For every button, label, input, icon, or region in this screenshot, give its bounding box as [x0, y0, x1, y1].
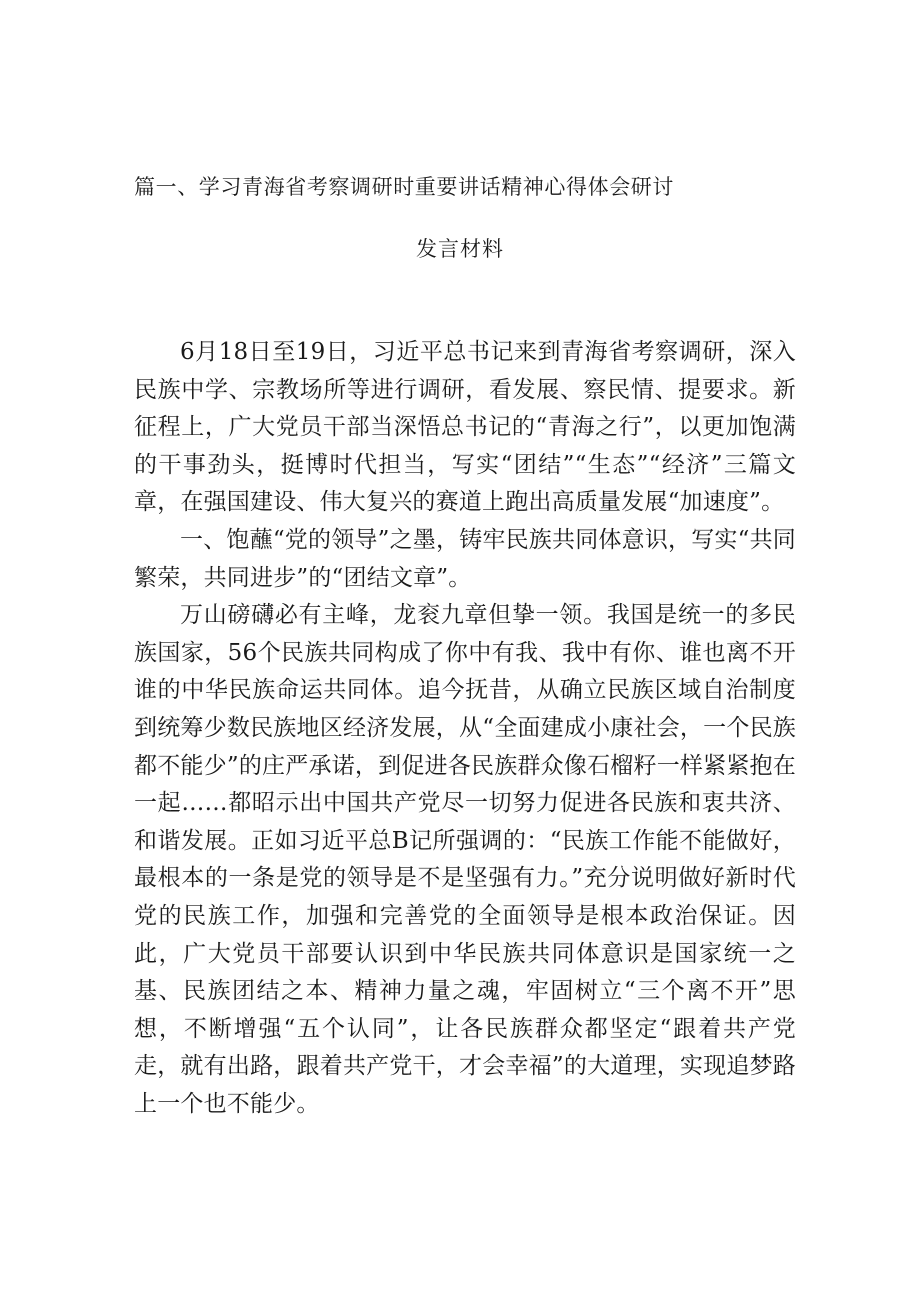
- body-paragraph: 万山磅礴必有主峰，龙衮九章但挚一领。我国是统一的多民族国家，56个民族共同构成了你中有我、我中有你、谁也离不开谁的中华民族命运共同体。追今抚昔，从确立民族区域自治制度到统筹少数民族地区经济发展，从“全面建成小康社会，一个民族都不能少”的庄严承诺，到促进各民族群众像石榴籽一样紧紧抱在一起……都昭示出中国共产党尽一切努力促进各民族和衷共济、和谐发展。正如习近平总B记所强调的：“民族工作能不能做好，最根本的一条是党的领导是不是坚强有力。”充分说明做好新时代党的民族工作，加强和完善党的全面领导是根本政治保证。因此，广大党员干部要认识到中华民族共同体意识是国家统一之基、民族团结之本、精神力量之魂，牢固树立“三个离不开”思想，不断增强“五个认同”，让各民族群众都坚定“跟着共产党走，就有出路，跟着共产党干，才会幸福”的大道理，实现追梦路上一个也不能少。: [134, 602, 796, 1117]
- document-title-continued: 发言材料: [416, 237, 504, 261]
- document-body: [134, 334, 796, 1123]
- document-title: 篇一、学习青海省考察调研时重要讲话精神心得体会研讨: [134, 175, 674, 199]
- body-paragraph: 6月18日至19日，习近平总书记来到青海省考察调研，深入民族中学、宗教场所等进行调研，看发展、察民情、提要求。新征程上，广大党员干部当深悟总书记的“青海之行”，以更加饱满的干事劲头，挺博时代担当，写实“团结”“生态”“经济”三篇文章，在强国建设、伟大复兴的赛道上跑出高质量发展“加速度”。: [134, 339, 796, 516]
- section-heading: 一、饱蘸“党的领导”之墨，铸牢民族共同体意识，写实“共同繁荣，共同进步”的“团结文章”。: [134, 526, 796, 591]
